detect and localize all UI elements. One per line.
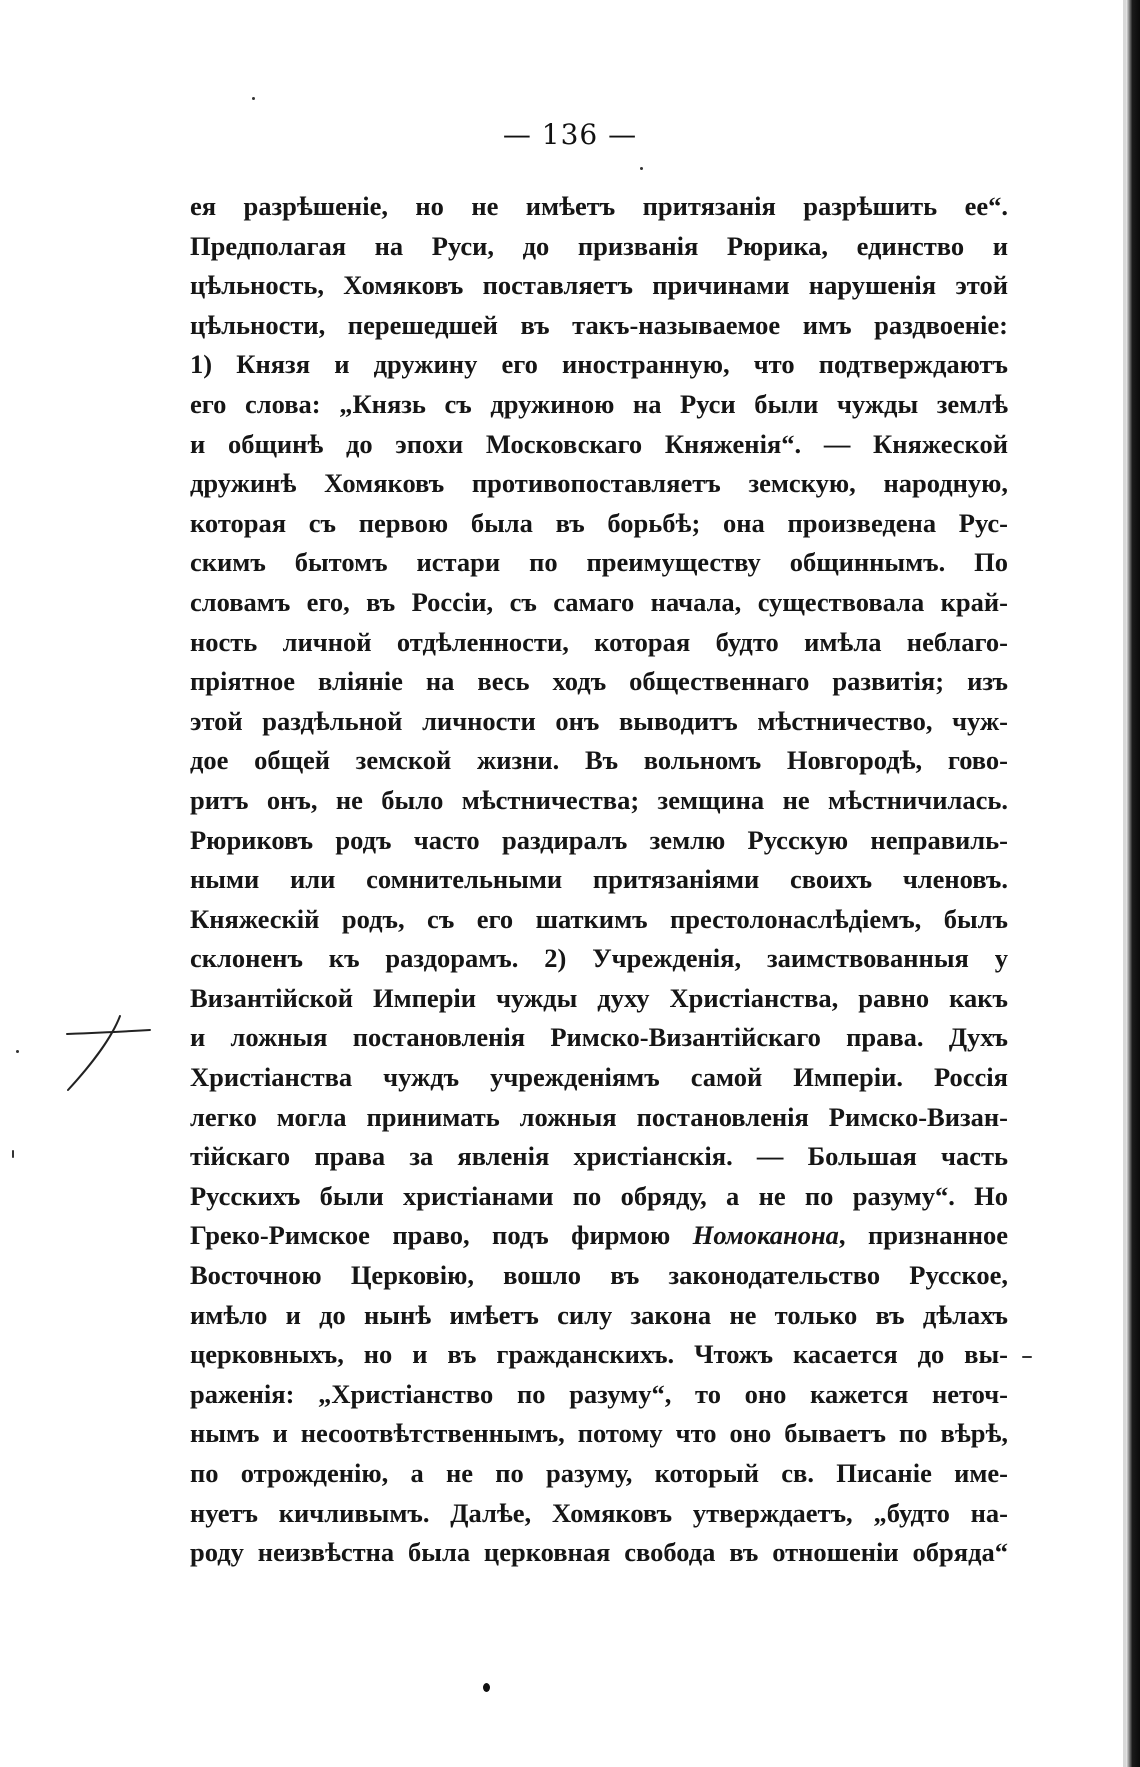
- text-line: цѣльности, перешедшей въ такъ-называемое имъ раздвоеніе:: [190, 309, 1008, 340]
- text-line: которая съ первою была въ борьбѣ; она произведена Рус-: [190, 507, 1008, 538]
- text-line: легко могла принимать ложныя постановленія Римско-Визан-: [190, 1101, 1008, 1132]
- text-line: и общинѣ до эпохи Московскаго Княженія“. — Княжеской: [190, 428, 1008, 459]
- italic-term: Номоканона: [692, 1220, 839, 1251]
- text-line: ритъ онъ, не было мѣстничества; земщина не мѣстничилась.: [190, 784, 1008, 815]
- scan-speck: [16, 1050, 19, 1053]
- text-line: роду неизвѣстна была церковная свобода въ отношеніи обряда“: [190, 1537, 1008, 1568]
- page-edge-dark: [1126, 0, 1140, 1767]
- text-line: Византійской Имперіи чужды духу Христіанства, равно какъ: [190, 982, 1008, 1013]
- text-line: тійскаго права за явленія христіанскія. — Большая часть: [190, 1141, 1008, 1172]
- text-line: пріятное вліяніе на весь ходъ общественнаго развитія; изъ: [190, 666, 1008, 697]
- scan-speck: [1022, 1356, 1032, 1358]
- scan-speck: [483, 1683, 490, 1692]
- body-text: [190, 187, 1008, 1573]
- scan-speck: [252, 97, 255, 100]
- text-line: 1) Князя и дружину его иностранную, что подтверждаютъ: [190, 349, 1008, 380]
- text-line: Предполагая на Руси, до призванія Рюрика, единство и: [190, 230, 1008, 261]
- text-line: нуетъ кичливымъ. Далѣе, Хомяковъ утверждаетъ, „будто на-: [190, 1497, 1008, 1528]
- text-line: раженія: „Христіанство по разуму“, то оно кажется неточ-: [190, 1378, 1008, 1409]
- text-line: дружинѣ Хомяковъ противопоставляетъ земскую, народную,: [190, 468, 1008, 499]
- text-line: ность личной отдѣленности, которая будто имѣла неблаго-: [190, 626, 1008, 657]
- italic-line-before: Греко-Римское право, подъ фирмою: [190, 1220, 693, 1251]
- text-line: Восточною Церковію, вошло въ законодательство Русское,: [190, 1260, 1008, 1291]
- text-line: Княжескій родъ, съ его шаткимъ престолонаслѣдіемъ, былъ: [190, 903, 1008, 934]
- text-line: этой раздѣльной личности онъ выводитъ мѣстничество, чуж-: [190, 705, 1008, 736]
- italic-line-after: , признанное: [838, 1220, 1008, 1251]
- text-line: и ложныя постановленія Римско-Византійскаго права. Духъ: [190, 1022, 1008, 1053]
- text-line: его слова: „Князь съ дружиною на Руси были чужды землѣ: [190, 388, 1008, 419]
- text-line: по отрожденію, а не по разуму, который св. Писаніе име-: [190, 1458, 1008, 1488]
- text-line: церковныхъ, но и въ гражданскихъ. Чтожъ касается до вы-: [190, 1339, 1008, 1370]
- handwritten-margin-mark: [62, 1012, 152, 1092]
- text-line: цѣльность, Хомяковъ поставляетъ причинами нарушенія этой: [190, 270, 1008, 301]
- text-line: Христіанства чуждъ учрежденіямъ самой Имперіи. Россія: [190, 1062, 1008, 1093]
- text-line: склоненъ къ раздорамъ. 2) Учрежденія, заимствованныя у: [190, 943, 1008, 974]
- text-line: нымъ и несоотвѣтственнымъ, потому что оно бываетъ по вѣрѣ,: [190, 1418, 1008, 1449]
- text-line: Рюриковъ родъ часто раздиралъ землю Русскую неправиль-: [190, 824, 1008, 855]
- text-line-with-italic: [190, 1216, 1008, 1256]
- page-number: — 136 —: [502, 118, 638, 151]
- text-line: ными или сомнительными притязаніями своихъ членовъ.: [190, 864, 1008, 895]
- text-line: Русскихъ были христіанами по обряду, а не по разуму“. Но: [190, 1180, 1008, 1211]
- text-line: имѣло и до нынѣ имѣетъ силу закона не только въ дѣлахъ: [190, 1299, 1008, 1330]
- scan-speck: [12, 1150, 14, 1158]
- text-line: скимъ бытомъ истари по преимуществу общиннымъ. По: [190, 547, 1008, 578]
- scan-speck: [640, 167, 643, 170]
- text-line: ея разрѣшеніе, но не имѣетъ притязанія разрѣшить ее“.: [190, 191, 1008, 221]
- text-line: дое общей земской жизни. Въ вольномъ Новгородѣ, гово-: [190, 745, 1008, 776]
- text-line: словамъ его, въ Россіи, съ самаго начала, существовала край-: [190, 586, 1008, 617]
